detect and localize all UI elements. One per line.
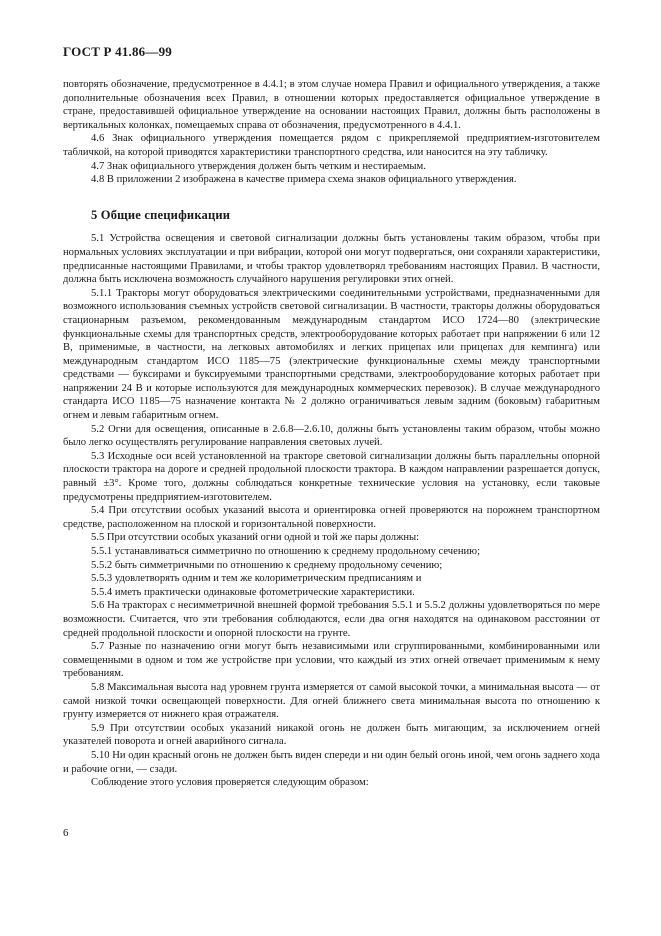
paragraph-4-8: 4.8 В приложении 2 изображена в качестве примера схема знаков официального утверждения.: [91, 174, 517, 186]
paragraph-5-5-3: 5.5.3 удовлетворять одним и тем же колориметрическим предписаниям и: [91, 573, 422, 585]
document-body: [63, 78, 600, 790]
paragraph-5-3: 5.3 Исходные оси всей установленной на тракторе световой сигнализации должны быть параллельны опорной плоскости трактора на дороге и средней продольной плоскости трактора. В каждом направлении разрешается допуск, равный ±3°. Кроме того, должны соблюдаться конкретные технические условия на установку, если таковые предусмотрены предприятием-изготовителем.: [63, 450, 600, 503]
paragraph-4-6: 4.6 Знак официального утверждения помещается рядом с прикрепляемой предприятием-изготовителем табличкой, на которой приводятся характеристики транспортного средства, или наносится на эту табличку.: [63, 133, 600, 158]
paragraph-5-6: 5.6 На тракторах с несимметричной внешней формой требования 5.5.1 и 5.5.2 должны удовлетворяться по мере возможности. Считается, что эти требования соблюдаются, если два огня находятся на одинаковом расстоянии от средней продольной плоскости и опорной плоскости на грунте.: [63, 600, 600, 639]
paragraph-5-7: 5.7 Разные по назначению огни могут быть независимыми или сгруппированными, комбинированными или совмещенными в одном и том же устройстве при условии, что каждый из этих огней отвечает применимым к нему требованиям.: [63, 641, 600, 680]
paragraph-5-9: 5.9 При отсутствии особых указаний никакой огонь не должен быть мигающим, за исключением огней указателей поворота и огней аварийного сигнала.: [63, 722, 600, 748]
paragraph-5-8: 5.8 Максимальная высота над уровнем грунта измеряется от самой высокой точки, а минимальная высота — от самой низкой точки освещающей поверхности. Для огней ближнего света минимальная высота по отношению к грунту измеряется от нижнего края отражателя.: [63, 681, 600, 721]
paragraph-5-5-2: 5.5.2 быть симметричными по отношению к среднему продольному сечению;: [91, 559, 443, 571]
page-number: 6: [63, 827, 69, 839]
paragraph-5-10: 5.10 Ни один красный огонь не должен быть виден спереди и ни один белый огонь иной, чем огонь заднего хода и рабочие огни, — сзади.: [63, 749, 600, 775]
paragraph-5-5-4: 5.5.4 иметь практически одинаковые фотометрические характеристики.: [91, 586, 415, 598]
paragraph-5-4: 5.4 При отсутствии особых указаний высота и ориентировка огней проверяются на порожнем транспортном средстве, расположенном на плоской и горизонтальной поверхности.: [63, 505, 600, 530]
paragraph-5-1: 5.1 Устройства освещения и световой сигнализации должны быть установлены таким образом, чтобы при нормальных условиях эксплуатации и при вибрации, которой они могут подвергаться, они сохраняли характеристики, предписанные настоящими Правилами, и чтобы трактор удовлетворял требованиям настоящих Правил. В частности, должна быть исключена возможность случайного нарушения регулировки этих огней.: [63, 233, 600, 286]
paragraph-5-2: 5.2 Огни для освещения, описанные в 2.6.8—2.6.10, должны быть установлены таким образом, чтобы можно было легко осуществлять регулирование направления световых лучей.: [63, 423, 600, 449]
section-5-heading: 5 Общие спецификации: [91, 207, 231, 222]
paragraph-5-5: 5.5 При отсутствии особых указаний огни одной и той же пары должны:: [91, 532, 420, 544]
paragraph-4-7: 4.7 Знак официального утверждения должен быть четким и нестираемым.: [91, 160, 426, 172]
paragraph-4-5-continuation: повторять обозначение, предусмотренное в 4.4.1; в этом случае номера Правил и официального утверждения, а также дополнительные обозначения всех Правил, в отношении которых предоставляется официальное утверждение в стране, предоставившей официальное утверждение на основании настоящих Правил, должны быть расположены в вертикальных колонках, помещаемых справа от обозначения, предусмотренного в 4.4.1.: [63, 79, 600, 131]
paragraph-5-5-1: 5.5.1 устанавливаться симметрично по отношению к среднему продольному сечению;: [91, 546, 481, 557]
paragraph-5-1-1: 5.1.1 Тракторы могут оборудоваться электрическими соединительными устройствами, предназначенными для возможного использования съемных устройств световой сигнализации. В частности, тракторы должны оборудоваться стационарным разъемом, рекомендованным международным стандартом ИСО 1724—80 (электрические функциональные схемы для транспортных средств, электрооборудование которых работает при напряжении 6 или 12 В, применимые, в частности, на легковых автомобилях и легких прицепах или прицепах для кемпинга) или международным стандартом ИСО 1185—75 (электрические функциональные схемы между транспортными средствами — буксирами и буксируемыми транспортными средствами, электрооборудование которых работает при напряжении 24 В и которые используются для международных коммерческих перевозок). В случае международного стандарта ИСО 1185—75 назначение контакта № 2 должно ограничиваться левым задним (боковым) габаритным огнем и левым габаритным огнем.: [63, 287, 600, 422]
paragraph-verification-intro: Соблюдение этого условия проверяется следующим образом:: [91, 777, 369, 789]
page-header-standard-number: ГОСТ Р 41.86—99: [63, 44, 172, 59]
